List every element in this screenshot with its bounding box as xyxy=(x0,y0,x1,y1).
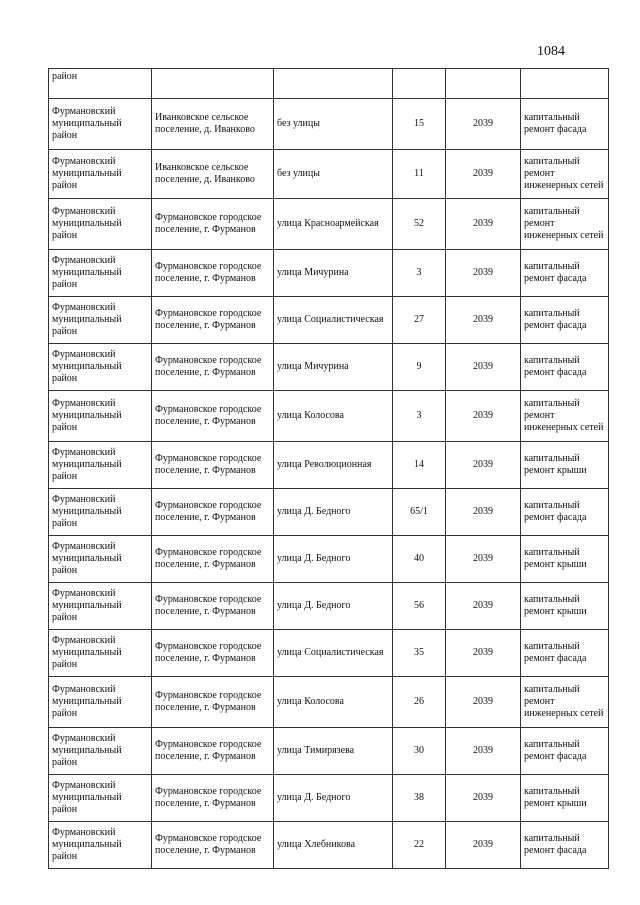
district-cell: район xyxy=(49,69,152,99)
year-cell: 2039 xyxy=(446,630,521,677)
district-cell: Фурмановский муниципальный район xyxy=(49,199,152,250)
street-cell: улица Колосова xyxy=(274,391,393,442)
settlement-cell: Иванковское сельское поселение, д. Иванково xyxy=(152,150,274,199)
work-type-cell: капитальный ремонт крыши xyxy=(521,583,609,630)
house-number-cell: 11 xyxy=(393,150,446,199)
house-number-cell: 56 xyxy=(393,583,446,630)
year-cell: 2039 xyxy=(446,150,521,199)
year-cell: 2039 xyxy=(446,677,521,728)
house-number-cell xyxy=(393,69,446,99)
table-row xyxy=(49,536,609,583)
table-row xyxy=(49,344,609,391)
settlement-cell: Фурмановское городское поселение, г. Фурманов xyxy=(152,822,274,869)
street-cell: улица Красноармейская xyxy=(274,199,393,250)
table-row xyxy=(49,822,609,869)
work-type-cell xyxy=(521,69,609,99)
year-cell: 2039 xyxy=(446,489,521,536)
house-number-cell: 22 xyxy=(393,822,446,869)
district-cell: Фурмановский муниципальный район xyxy=(49,677,152,728)
settlement-cell xyxy=(152,69,274,99)
table-row xyxy=(49,728,609,775)
table-row xyxy=(49,150,609,199)
street-cell: улица Хлебникова xyxy=(274,822,393,869)
house-number-cell: 3 xyxy=(393,250,446,297)
year-cell: 2039 xyxy=(446,199,521,250)
table-row xyxy=(49,489,609,536)
street-cell: улица Д. Бедного xyxy=(274,536,393,583)
work-type-cell: капитальный ремонт фасада xyxy=(521,297,609,344)
table-row xyxy=(49,583,609,630)
house-number-cell: 30 xyxy=(393,728,446,775)
house-number-cell: 65/1 xyxy=(393,489,446,536)
district-cell: Фурмановский муниципальный район xyxy=(49,775,152,822)
table-row xyxy=(49,391,609,442)
work-type-cell: капитальный ремонт фасада xyxy=(521,630,609,677)
work-type-cell: капитальный ремонт крыши xyxy=(521,442,609,489)
district-cell: Фурмановский муниципальный район xyxy=(49,442,152,489)
house-number-cell: 26 xyxy=(393,677,446,728)
street-cell: улица Тимирязева xyxy=(274,728,393,775)
house-number-cell: 40 xyxy=(393,536,446,583)
street-cell: улица Революционная xyxy=(274,442,393,489)
settlement-cell: Фурмановское городское поселение, г. Фурманов xyxy=(152,775,274,822)
street-cell: улица Социалистическая xyxy=(274,297,393,344)
table-row xyxy=(49,677,609,728)
settlement-cell: Фурмановское городское поселение, г. Фурманов xyxy=(152,442,274,489)
work-type-cell: капитальный ремонт фасада xyxy=(521,250,609,297)
district-cell: Фурмановский муниципальный район xyxy=(49,822,152,869)
table-body xyxy=(49,69,609,869)
work-type-cell: капитальный ремонт инженерных сетей xyxy=(521,150,609,199)
settlement-cell: Фурмановское городское поселение, г. Фурманов xyxy=(152,250,274,297)
page-number: 1084 xyxy=(537,44,565,59)
year-cell: 2039 xyxy=(446,250,521,297)
house-number-cell: 3 xyxy=(393,391,446,442)
street-cell: улица Д. Бедного xyxy=(274,489,393,536)
district-cell: Фурмановский муниципальный район xyxy=(49,583,152,630)
table-row xyxy=(49,250,609,297)
settlement-cell: Фурмановское городское поселение, г. Фурманов xyxy=(152,728,274,775)
year-cell: 2039 xyxy=(446,297,521,344)
district-cell: Фурмановский муниципальный район xyxy=(49,536,152,583)
work-type-cell: капитальный ремонт фасада xyxy=(521,489,609,536)
house-number-cell: 38 xyxy=(393,775,446,822)
year-cell: 2039 xyxy=(446,391,521,442)
work-type-cell: капитальный ремонт инженерных сетей xyxy=(521,199,609,250)
district-cell: Фурмановский муниципальный район xyxy=(49,630,152,677)
district-cell: Фурмановский муниципальный район xyxy=(49,728,152,775)
street-cell xyxy=(274,69,393,99)
district-cell: Фурмановский муниципальный район xyxy=(49,489,152,536)
year-cell: 2039 xyxy=(446,99,521,150)
district-cell: Фурмановский муниципальный район xyxy=(49,297,152,344)
settlement-cell: Фурмановское городское поселение, г. Фурманов xyxy=(152,297,274,344)
year-cell: 2039 xyxy=(446,536,521,583)
street-cell: улица Д. Бедного xyxy=(274,583,393,630)
settlement-cell: Фурмановское городское поселение, г. Фурманов xyxy=(152,630,274,677)
house-number-cell: 27 xyxy=(393,297,446,344)
table-row xyxy=(49,442,609,489)
street-cell: без улицы xyxy=(274,150,393,199)
street-cell: улица Колосова xyxy=(274,677,393,728)
year-cell: 2039 xyxy=(446,442,521,489)
table-row xyxy=(49,199,609,250)
work-type-cell: капитальный ремонт фасада xyxy=(521,822,609,869)
work-type-cell: капитальный ремонт инженерных сетей xyxy=(521,677,609,728)
year-cell: 2039 xyxy=(446,728,521,775)
district-cell: Фурмановский муниципальный район xyxy=(49,344,152,391)
continued-row xyxy=(49,69,609,99)
settlement-cell: Фурмановское городское поселение, г. Фурманов xyxy=(152,677,274,728)
year-cell: 2039 xyxy=(446,583,521,630)
work-type-cell: капитальный ремонт фасада xyxy=(521,99,609,150)
table-row xyxy=(49,630,609,677)
table-row xyxy=(49,99,609,150)
work-type-cell: капитальный ремонт крыши xyxy=(521,536,609,583)
district-cell: Фурмановский муниципальный район xyxy=(49,99,152,150)
house-number-cell: 14 xyxy=(393,442,446,489)
street-cell: улица Социалистическая xyxy=(274,630,393,677)
house-number-cell: 15 xyxy=(393,99,446,150)
settlement-cell: Фурмановское городское поселение, г. Фурманов xyxy=(152,344,274,391)
settlement-cell: Фурмановское городское поселение, г. Фурманов xyxy=(152,583,274,630)
street-cell: улица Мичурина xyxy=(274,344,393,391)
work-type-cell: капитальный ремонт крыши xyxy=(521,775,609,822)
house-number-cell: 35 xyxy=(393,630,446,677)
district-cell: Фурмановский муниципальный район xyxy=(49,391,152,442)
year-cell: 2039 xyxy=(446,822,521,869)
table-row xyxy=(49,297,609,344)
year-cell: 2039 xyxy=(446,344,521,391)
street-cell: улица Мичурина xyxy=(274,250,393,297)
work-type-cell: капитальный ремонт фасада xyxy=(521,728,609,775)
district-cell: Фурмановский муниципальный район xyxy=(49,150,152,199)
settlement-cell: Иванковское сельское поселение, д. Иванково xyxy=(152,99,274,150)
settlement-cell: Фурмановское городское поселение, г. Фурманов xyxy=(152,391,274,442)
repair-schedule-table xyxy=(48,68,609,869)
house-number-cell: 52 xyxy=(393,199,446,250)
table-row xyxy=(49,775,609,822)
settlement-cell: Фурмановское городское поселение, г. Фурманов xyxy=(152,536,274,583)
district-cell: Фурмановский муниципальный район xyxy=(49,250,152,297)
settlement-cell: Фурмановское городское поселение, г. Фурманов xyxy=(152,199,274,250)
year-cell: 2039 xyxy=(446,775,521,822)
street-cell: улица Д. Бедного xyxy=(274,775,393,822)
street-cell: без улицы xyxy=(274,99,393,150)
settlement-cell: Фурмановское городское поселение, г. Фурманов xyxy=(152,489,274,536)
house-number-cell: 9 xyxy=(393,344,446,391)
year-cell xyxy=(446,69,521,99)
work-type-cell: капитальный ремонт фасада xyxy=(521,344,609,391)
work-type-cell: капитальный ремонт инженерных сетей xyxy=(521,391,609,442)
